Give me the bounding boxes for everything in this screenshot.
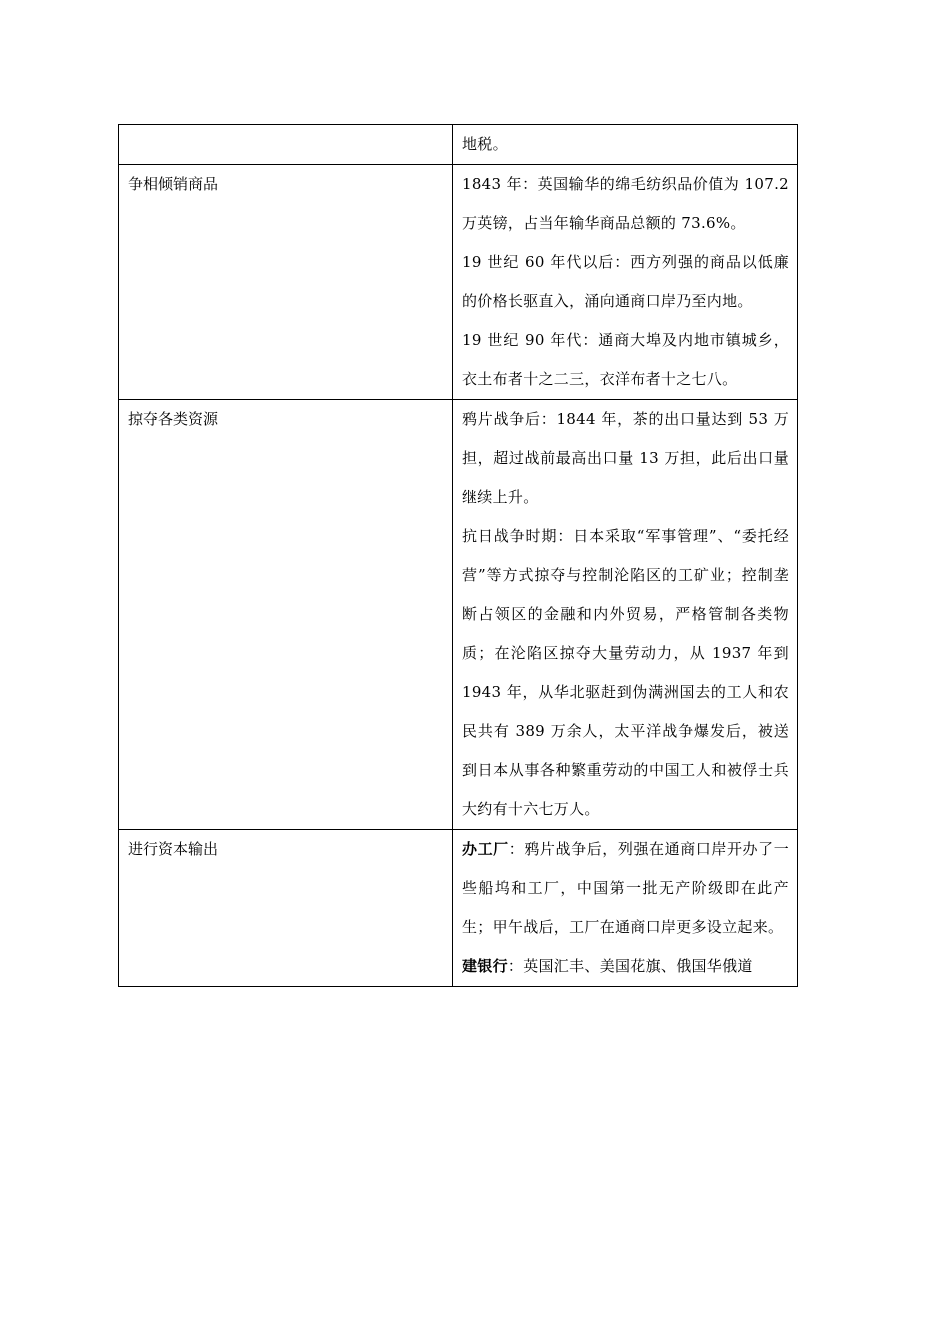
- row-content-cell: [453, 125, 798, 165]
- paragraph-text: ：鸦片战争后，列强在通商口岸开办了一些船坞和工厂，中国第一批无产阶级即在此产生；甲午战后，工厂在通商口岸更多设立起来。: [462, 840, 790, 936]
- content-paragraph: [462, 517, 789, 829]
- content-paragraph: [462, 165, 789, 243]
- row-label-cell: [119, 165, 453, 400]
- paragraph-lead: 建银行: [462, 957, 508, 975]
- row-label-cell: [119, 830, 453, 987]
- row-content-cell: [453, 830, 798, 987]
- paragraph-text: 鸦片战争后：1844 年，茶的出口量达到 53 万担，超过战前最高出口量 13 万担，此后出口量继续上升。: [462, 410, 789, 506]
- document-table: [118, 124, 798, 987]
- paragraph-text: 1843 年：英国输华的绵毛纺织品价值为 107.2 万英镑，占当年输华商品总额的 73.6%。: [462, 175, 789, 232]
- row-label: 掠夺各类资源: [128, 410, 219, 428]
- row-content-cell: [453, 400, 798, 830]
- paragraph-text: 地税。: [462, 135, 508, 153]
- row-label-cell: [119, 400, 453, 830]
- content-paragraph: [462, 947, 789, 986]
- paragraph-text: 19 世纪 90 年代：通商大埠及内地市镇城乡，衣土布者十之二三，衣洋布者十之七八。: [462, 331, 789, 388]
- table-row: [119, 125, 798, 165]
- row-label: 进行资本输出: [128, 840, 219, 858]
- paragraph-lead: 办工厂: [462, 840, 509, 858]
- content-paragraph: [462, 321, 789, 399]
- paragraph-text: 抗日战争时期：日本采取“军事管理”、“委托经营”等方式掠夺与控制沦陷区的工矿业；控制垄断占领区的金融和内外贸易，严格管制各类物质；在沦陷区掠夺大量劳动力，从 1937 年到 1943 年，从华北驱赶到伪满洲国去的工人和农民共有 389 万余人，太平洋战争爆发后，被送到日本从事各种繁重劳动的中国工人和被俘士兵大约有十六七万人。: [462, 527, 789, 818]
- row-label: 争相倾销商品: [128, 175, 219, 193]
- row-label-cell: [119, 125, 453, 165]
- table-row: [119, 165, 798, 400]
- row-content-cell: [453, 165, 798, 400]
- content-paragraph: [462, 125, 789, 164]
- paragraph-text: 19 世纪 60 年代以后：西方列强的商品以低廉的价格长驱直入，涌向通商口岸乃至内地。: [462, 253, 789, 310]
- content-paragraph: [462, 400, 789, 517]
- paragraph-text: ：英国汇丰、美国花旗、俄国华俄道: [507, 957, 753, 975]
- table-row: [119, 830, 798, 987]
- content-paragraph: [462, 243, 789, 321]
- table-row: [119, 400, 798, 830]
- content-paragraph: [462, 830, 789, 947]
